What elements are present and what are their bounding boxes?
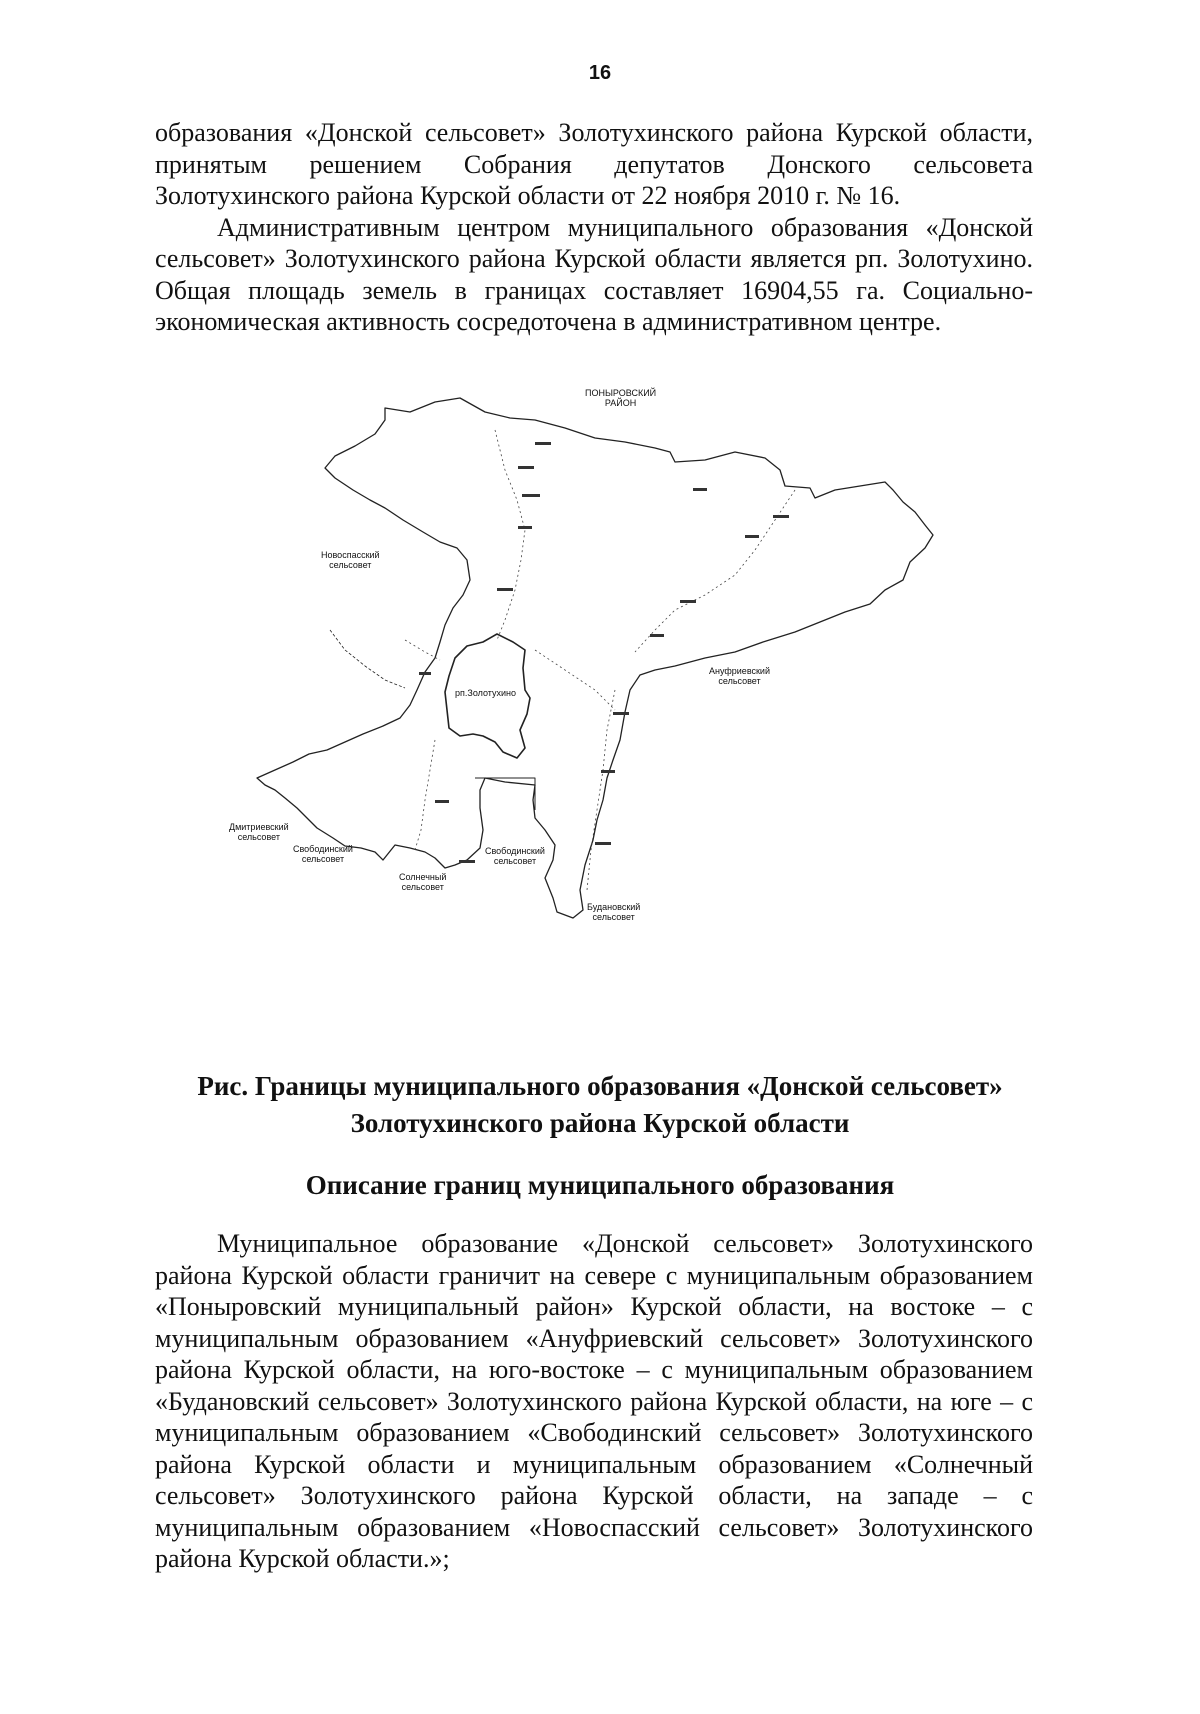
road-north: [495, 430, 525, 640]
boundary-map-drawing: [235, 390, 1025, 1020]
map-label-dmitrievsky: Дмитриевский сельсовет: [229, 822, 289, 842]
internal-line-south: [475, 778, 535, 810]
road-east: [635, 490, 795, 652]
road-southwest: [415, 740, 435, 850]
figure-caption: [150, 1068, 1050, 1142]
boundary-map: [229, 388, 1025, 1020]
map-label-solnechny: Солнечный сельсовет: [399, 872, 447, 892]
road-center: [535, 650, 615, 710]
paragraph-boundary-description: Муниципальное образование «Донской сельсовет» Золотухинского района Курской области граничит на севере с муниципальным образованием «Поныровский муниципальный район» Курской области, на востоке – с муниципальным образованием «Ануфриевский сельсовет» Золотухинского района Курской области, на юго-востоке – с муниципальным образованием «Будановский сельсовет» Золотухинского района Курской области, на юге – с муниципальным образованием «Свободинский сельсовет» Золотухинского района Курской области и муниципальным образованием «Солнечный сельсовет» Золотухинского района Курской области, на западе – с муниципальным образованием «Новоспасский сельсовет» Золотухинского района Курской области.»;: [155, 1229, 1033, 1573]
map-label-zolotukhino: рп.Золотухино: [455, 688, 517, 698]
municipality-boundary: [257, 398, 933, 918]
figure-caption-line1: Рис. Границы муниципального образования «Донской сельсовет»: [197, 1071, 1003, 1101]
map-label-svobodinsky-south: Свободинский сельсовет: [485, 846, 545, 866]
paragraph-continuation: образования «Донской сельсовет» Золотухинского района Курской области, принятым решением Собрания депутатов Донского сельсовета Золотухинского района Курской области от 22 ноября 2010 г. № 16.: [155, 118, 1033, 210]
paragraph-admin-center: Административным центром муниципального образования «Донской сельсовет» Золотухинского района Курской области является рп. Золотухино. Общая площадь земель в границах составляет 16904,55 га. Социально-экономическая активность сосредоточена в административном центре.: [155, 212, 1033, 336]
boundary-description: [155, 1228, 1033, 1575]
figure-caption-line2: Золотухинского района Курской области: [350, 1108, 850, 1138]
map-label-anufrievsky: Ануфриевский сельсовет: [709, 666, 770, 686]
internal-line-west: [330, 630, 405, 688]
map-label-svobodinsky-west: Свободинский сельсовет: [293, 844, 353, 864]
road-southeast: [587, 690, 615, 890]
map-label-ponyrovsky: ПОНЫРОВСКИЙ РАЙОН: [585, 388, 657, 408]
page-number: 16: [588, 62, 612, 84]
intro-text: [155, 117, 1033, 338]
section-title: Описание границ муниципального образования: [305, 1170, 895, 1200]
map-label-budanovsky: Будановский сельсовет: [587, 902, 641, 922]
map-label-novospassky: Новоспасский сельсовет: [321, 550, 380, 570]
